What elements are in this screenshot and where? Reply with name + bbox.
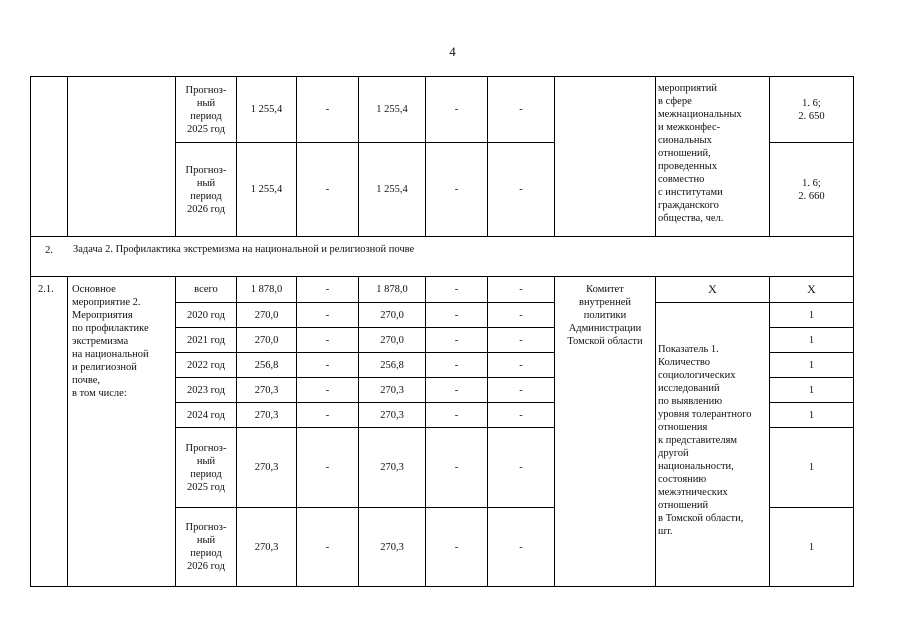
total-cell: 1 255,4 bbox=[250, 104, 283, 115]
period-cell: Прогноз- ный период 2026 год bbox=[185, 164, 227, 215]
indicator-text: мероприятий в сфере межнациональных и межконфес- сиональных отношений, проведенных совместно с институтами гражданского общества, чел. bbox=[658, 83, 742, 224]
local-cell: - bbox=[454, 462, 459, 473]
value-header: Х bbox=[807, 282, 816, 296]
federal-cell: - bbox=[325, 309, 330, 321]
local-cell: - bbox=[454, 104, 459, 115]
local-cell: - bbox=[454, 284, 459, 295]
federal-cell: - bbox=[325, 104, 330, 115]
federal-cell: - bbox=[325, 409, 330, 421]
extra-cell: - bbox=[519, 309, 523, 321]
activity-number: 2.1. bbox=[38, 284, 54, 295]
regional-cell: 1 255,4 bbox=[376, 184, 408, 195]
indicator-value-cell: 1. 6; 2. 650 bbox=[798, 97, 825, 122]
activity-name: Основное мероприятие 2. Мероприятия по профилактике экстремизма на национальной и религиозной почве, в том числе: bbox=[72, 284, 149, 399]
extra-cell: - bbox=[519, 541, 523, 553]
federal-cell: - bbox=[325, 384, 330, 396]
period-cell: 2022 год bbox=[187, 359, 225, 371]
total-cell: 270,3 bbox=[254, 462, 279, 473]
total-cell: 270,3 bbox=[254, 409, 279, 421]
period-cell: 2023 год bbox=[187, 384, 225, 396]
federal-cell: - bbox=[325, 184, 330, 195]
local-cell: - bbox=[454, 409, 459, 421]
extra-cell: - bbox=[519, 384, 523, 396]
regional-cell: 270,3 bbox=[380, 384, 404, 396]
federal-cell: - bbox=[325, 541, 330, 553]
indicator-header: Х bbox=[708, 282, 717, 296]
extra-cell: - bbox=[519, 359, 523, 371]
regional-cell: 256,8 bbox=[380, 359, 404, 371]
indicator-value-cell: 1 bbox=[808, 384, 815, 396]
indicator-text: Показатель 1. Количество социологических исследований по выявлению уровня толерантного отношения к представителям другой национальности, состоянию межэтнических отношений в Томской области, шт. bbox=[658, 344, 752, 537]
total-cell: 256,8 bbox=[254, 359, 279, 371]
local-cell: - bbox=[454, 334, 459, 346]
executor: Комитет внутренней политики Администрации Томской области bbox=[567, 284, 643, 347]
total-cell: 1 255,4 bbox=[250, 184, 283, 195]
extra-cell: - bbox=[519, 462, 523, 473]
indicator-value-cell: 1 bbox=[808, 359, 815, 371]
total-cell: 270,0 bbox=[254, 309, 279, 321]
extra-cell: - bbox=[519, 334, 523, 346]
indicator-value-cell: 1 bbox=[808, 462, 815, 473]
indicator-value-cell: 1 bbox=[808, 541, 815, 553]
task-number: 2. bbox=[45, 244, 53, 256]
regional-cell: 1 878,0 bbox=[376, 284, 408, 295]
federal-cell: - bbox=[325, 462, 330, 473]
period-cell: Прогноз- ный период 2025 год bbox=[185, 442, 227, 493]
total-cell: 270,3 bbox=[254, 384, 279, 396]
federal-cell: - bbox=[325, 359, 330, 371]
regional-cell: 270,3 bbox=[380, 541, 404, 553]
regional-cell: 270,0 bbox=[380, 334, 404, 346]
total-cell: 1 878,0 bbox=[250, 284, 283, 295]
extra-cell: - bbox=[519, 104, 523, 115]
indicator-value-cell: 1 bbox=[808, 334, 815, 346]
indicator-value-cell: 1 bbox=[808, 409, 815, 421]
regional-cell: 270,3 bbox=[380, 409, 404, 421]
period-cell: Прогноз- ный период 2025 год bbox=[185, 84, 227, 135]
federal-cell: - bbox=[325, 284, 330, 295]
regional-cell: 1 255,4 bbox=[376, 104, 408, 115]
local-cell: - bbox=[454, 359, 459, 371]
regional-cell: 270,0 bbox=[380, 309, 404, 321]
extra-cell: - bbox=[519, 184, 523, 195]
local-cell: - bbox=[454, 309, 459, 321]
local-cell: - bbox=[454, 541, 459, 553]
extra-cell: - bbox=[519, 284, 523, 295]
federal-cell: - bbox=[325, 334, 330, 346]
total-cell: 270,0 bbox=[254, 334, 279, 346]
task-title: Задача 2. Профилактика экстремизма на национальной и религиозной почве bbox=[73, 244, 415, 255]
regional-cell: 270,3 bbox=[380, 462, 404, 473]
local-cell: - bbox=[454, 384, 459, 396]
period-cell: 2024 год bbox=[187, 409, 225, 421]
indicator-value-cell: 1. 6; 2. 660 bbox=[798, 177, 825, 202]
period-cell: Прогноз- ный период 2026 год bbox=[185, 522, 227, 572]
period-cell: 2020 год bbox=[187, 309, 225, 321]
local-cell: - bbox=[454, 184, 459, 195]
period-cell: 2021 год bbox=[187, 334, 225, 346]
total-cell: 270,3 bbox=[254, 541, 279, 553]
page-number: 4 bbox=[449, 44, 456, 59]
indicator-value-cell: 1 bbox=[808, 309, 815, 321]
period-cell: всего bbox=[194, 284, 218, 295]
extra-cell: - bbox=[519, 409, 523, 421]
